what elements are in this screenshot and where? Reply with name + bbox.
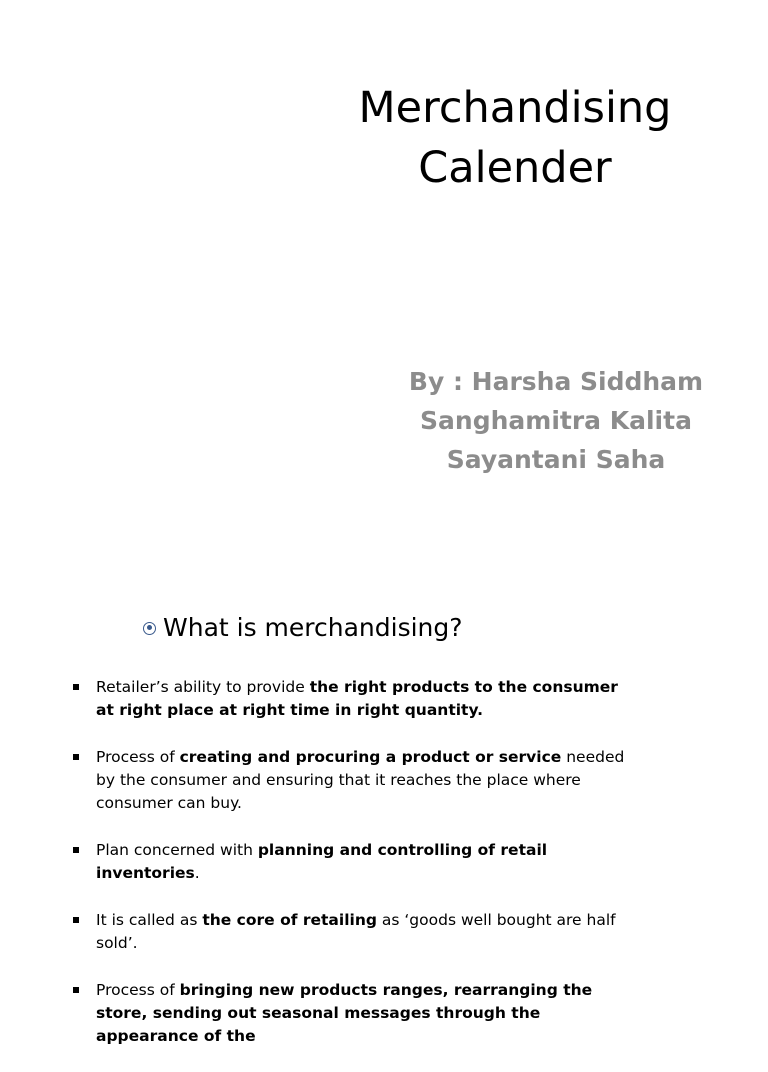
title-line-2: Calender [418,143,612,193]
square-bullet-icon [73,917,79,923]
author-line-1: By : Harsha Siddham [408,367,704,396]
bullet-item [70,979,630,1048]
bullet-text-plain: as ‘goods well bought are half sold’. [96,911,616,952]
slide-title [330,78,700,198]
bullet-list [70,676,630,1072]
bullet-text-plain: Process of [96,748,180,766]
bullet-item [70,676,630,722]
bullet-text-plain: Retailer’s ability to provide [96,678,310,696]
author-line-3: Sayantani Saha [446,445,666,474]
bullet-item [70,839,630,885]
authors-block [400,362,712,479]
bullet-text-bold: planning and controlling of retail inventories [96,841,548,882]
bullet-text [96,748,624,812]
square-bullet-icon [73,987,79,993]
bullet-text [96,841,547,882]
bullet-item [70,746,630,815]
bullet-text-bold: creating and procuring a product or service [179,748,562,766]
bullet-text-plain: Plan concerned with [96,841,258,859]
bullet-text [96,911,616,952]
bullet-text-plain: It is called as [96,911,203,929]
bullet-text [96,678,618,719]
title-line-1: Merchandising [358,83,672,133]
bullet-text-bold: the core of retailing [202,911,377,929]
bullet-text-plain: Process of [96,981,180,999]
section-heading [143,610,463,646]
square-bullet-icon [73,754,79,760]
bullet-text-bold: the right products to the consumer at right place at right time in right quantity. [96,678,618,719]
author-line-2: Sanghamitra Kalita [420,406,692,435]
bullet-item [70,909,630,955]
bullet-text-plain: . [194,864,200,882]
bullet-text [96,981,592,1045]
bullet-text-bold: bringing new products ranges, rearranging the store, sending out seasonal messages through the appearance of the [96,981,593,1045]
bullet-text-plain: needed by the consumer and ensuring that it reaches the place where consumer can buy. [96,748,625,812]
square-bullet-icon [73,847,79,853]
square-bullet-icon [73,684,79,690]
radio-bullet-icon [143,622,156,635]
section-heading-text: What is merchandising? [163,613,463,642]
